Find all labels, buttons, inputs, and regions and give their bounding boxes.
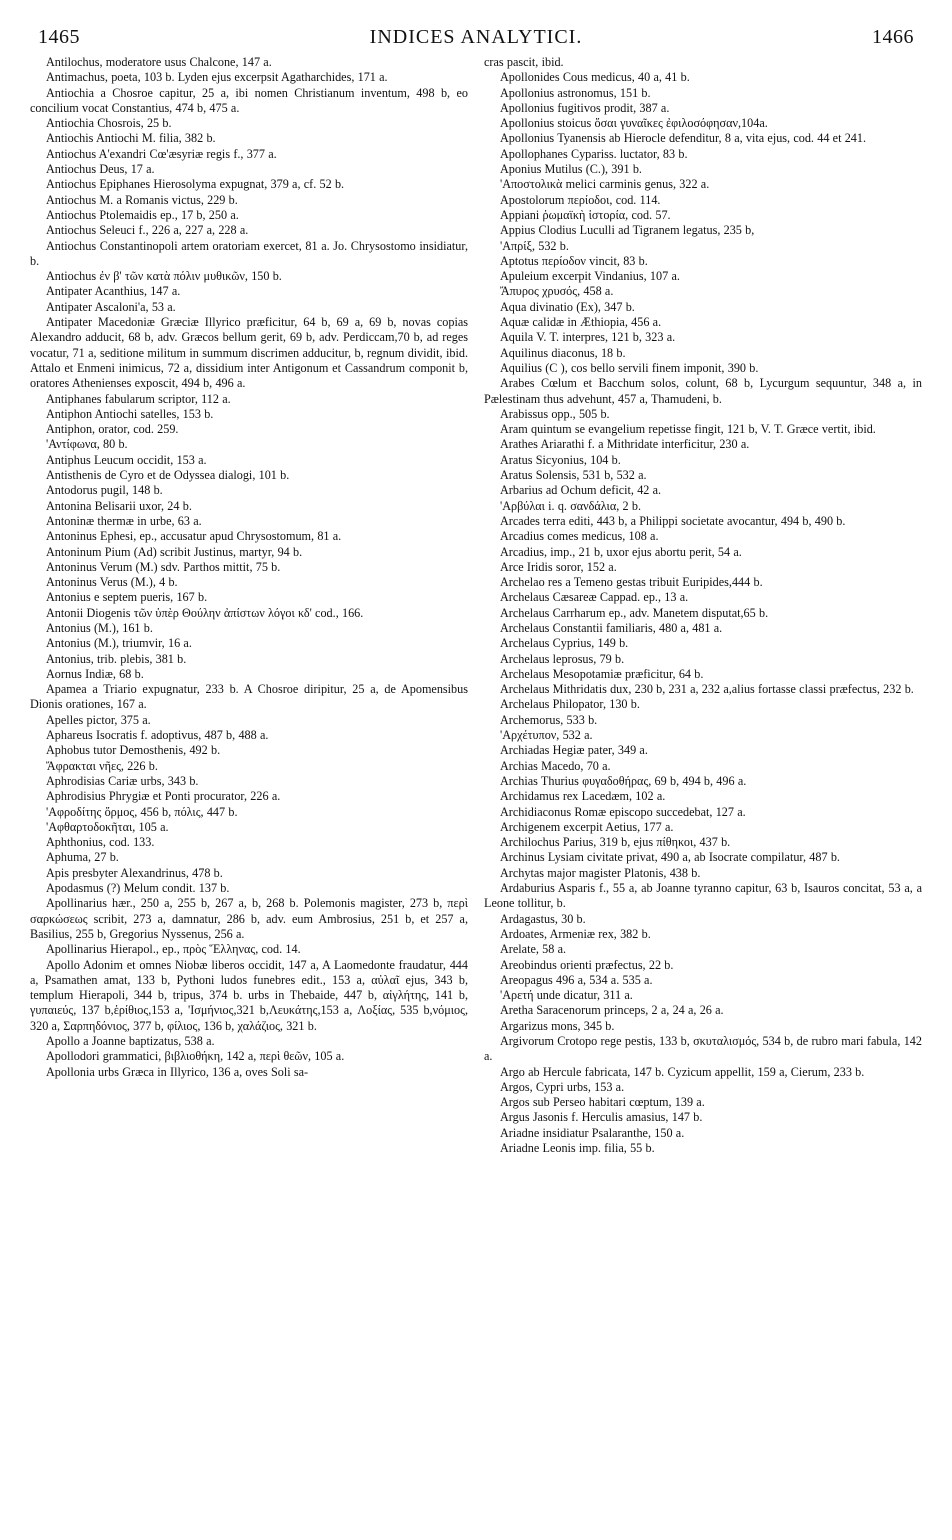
page-header bbox=[38, 26, 914, 49]
index-entry: Archelao res a Temeno gestas tribuit Euripides,444 b. bbox=[500, 575, 763, 590]
index-entry: Aphrodisius Phrygiæ et Ponti procurator, 226 a. bbox=[46, 789, 281, 804]
index-entry: Antodorus pugil, 148 b. bbox=[46, 483, 163, 498]
index-entry: Archelaus Philopator, 130 b. bbox=[500, 697, 640, 712]
index-entry: Ariadne Leonis imp. filia, 55 b. bbox=[500, 1141, 655, 1156]
index-entry: Aqua divinatio (Ex), 347 b. bbox=[500, 299, 635, 314]
index-column-left bbox=[30, 55, 468, 1156]
index-entry: Antiochus Epiphanes Hierosolyma expugnat, 379 a, cf. 52 b. bbox=[46, 177, 345, 192]
index-entry: 'Αρετή unde dicatur, 311 a. bbox=[500, 988, 633, 1003]
index-entry: Antiochus Ptolemaidis ep., 17 b, 250 a. bbox=[46, 207, 239, 222]
index-entry: Antiochis Antiochi M. filia, 382 b. bbox=[46, 131, 216, 146]
index-entry: Aponius Mutilus (C.), 391 b. bbox=[500, 162, 642, 177]
index-entry: Ἄφρακται νῆες, 226 b. bbox=[46, 758, 158, 773]
index-entry: Arcadius comes medicus, 108 a. bbox=[500, 529, 659, 544]
index-entry: Archias Macedo, 70 a. bbox=[500, 758, 611, 773]
index-entry: Apuleium excerpit Vindanius, 107 a. bbox=[500, 269, 680, 284]
running-title: INDICES ANALYTICI. bbox=[369, 26, 583, 48]
index-entry: Archiadas Hegiæ pater, 349 a. bbox=[500, 743, 648, 758]
index-entry: Antiochus A'exandri Cœ'æsyriæ regis f., 377 a. bbox=[46, 146, 277, 161]
index-entry: Argarizus mons, 345 b. bbox=[500, 1018, 615, 1033]
index-entry: Antiochus ἐν β' τῶν κατὰ πόλιν μυθικῶν, 150 b. bbox=[46, 269, 282, 284]
index-entry: Antiochus Seleuci f., 226 a, 227 a, 228 a. bbox=[46, 223, 249, 238]
index-entry: Archelaus leprosus, 79 b. bbox=[500, 651, 625, 666]
index-entry: Antiochus Constantinopoli artem oratoriam exercet, 81 a. Jo. Chrysostomo insidiatur, b. bbox=[30, 238, 468, 268]
index-entry: Arbarius ad Ochum deficit, 42 a. bbox=[500, 483, 662, 498]
index-entry: Apelles pictor, 375 a. bbox=[46, 712, 151, 727]
index-entry: Ardaburius Asparis f., 55 a, ab Joanne tyranno capitur, 63 b, Isauros concitat, 53 a, a Leone tollitur, b. bbox=[484, 881, 922, 911]
index-entry: Aptotus περίοδον vincit, 83 b. bbox=[500, 253, 648, 268]
index-entry: Arcadius, imp., 21 b, uxor ejus abortu perit, 54 a. bbox=[500, 544, 742, 559]
index-entry: Archelaus Constantii familiaris, 480 a, 481 a. bbox=[500, 620, 723, 635]
index-entry: Antipater Acanthius, 147 a. bbox=[46, 284, 181, 299]
index-entry: Arelate, 58 a. bbox=[500, 942, 567, 957]
index-entry: Aphobus tutor Demosthenis, 492 b. bbox=[46, 743, 221, 758]
index-entry: Antiochus M. a Romanis victus, 229 b. bbox=[46, 192, 238, 207]
page-number-left: 1465 bbox=[38, 26, 80, 48]
index-entry: Archelaus Mesopotamiæ præficitur, 64 b. bbox=[500, 666, 704, 681]
index-entry: Apamea a Triario expugnatur, 233 b. A Chosroe diripitur, 25 a, de Apomensibus Dionis orationes, 167 a. bbox=[30, 682, 468, 712]
index-entry: Antoninus Verus (M.), 4 b. bbox=[46, 575, 178, 590]
index-entry: Antiphon Antiochi satelles, 153 b. bbox=[46, 406, 214, 421]
index-entry: Apollonius fugitivos prodit, 387 a. bbox=[500, 100, 670, 115]
index-entry: Ariadne insidiatur Psalaranthe, 150 a. bbox=[500, 1125, 685, 1140]
index-entry: Archidamus rex Lacedæm, 102 a. bbox=[500, 789, 666, 804]
index-entry: Ardagastus, 30 b. bbox=[500, 911, 586, 926]
index-entry: Apollonius stoicus ὅσαι γυναῖκες ἐφιλοσόφησαν,104a. bbox=[500, 116, 768, 131]
index-entry: Aphuma, 27 b. bbox=[46, 850, 119, 865]
index-entry: Apollo a Joanne baptizatus, 538 a. bbox=[46, 1034, 215, 1048]
index-entry: Archelaus Cyprius, 149 b. bbox=[500, 636, 629, 651]
index-entry: Antilochus, moderatore usus Chalcone, 147 a. bbox=[46, 55, 272, 69]
index-entry: Ἄπυρος χρυσός, 458 a. bbox=[500, 284, 614, 299]
index-entry: Antonius (M.), triumvir, 16 a. bbox=[46, 636, 192, 651]
index-entry: Ardoates, Armeniæ rex, 382 b. bbox=[500, 926, 651, 941]
index-entry: 'Αρβύλαι i. q. σανδάλια, 2 b. bbox=[500, 498, 641, 513]
index-entry: Argivorum Crotopo rege pestis, 133 b, σκυταλισμός, 534 b, de rubro mari fabula, 142 a. bbox=[484, 1034, 922, 1064]
index-entry: Arabes Cœlum et Bacchum solos, colunt, 68 b, Lycurgum sequuntur, 348 a, in Pælestinam thus advehunt, 457 a, Thamudeni, b. bbox=[484, 376, 922, 406]
index-entry: Aphareus Isocratis f. adoptivus, 487 b, 488 a. bbox=[46, 728, 269, 743]
index-entry: Archilochus Parius, 319 b, ejus πίθηκοι, 437 b. bbox=[500, 835, 731, 850]
index-entry: 'Απρίξ, 532 b. bbox=[500, 238, 569, 253]
index-entry: Apodasmus (?) Melum condit. 137 b. bbox=[46, 881, 230, 896]
index-entry: Areobindus orienti præfectus, 22 b. bbox=[500, 957, 674, 972]
index-entry: Antiochus Deus, 17 a. bbox=[46, 162, 155, 177]
index-entry: Apollophanes Cypariss. luctator, 83 b. bbox=[500, 146, 688, 161]
index-entry: Antiochia a Chosroe capitur, 25 a, ibi nomen Christianum inventum, 498 b, eo concilium vocat Constantius, 474 b, 475 a. bbox=[30, 85, 468, 115]
index-entry: Antiochia Chosrois, 25 b. bbox=[46, 116, 172, 131]
index-entry: Antonii Diogenis τῶν ὑπὲρ Θούλην ἀπίστων λόγοι κδ' cod., 166. bbox=[46, 605, 364, 620]
index-entry: Appiani ῥωμαϊκὴ ἱστορία, cod. 57. bbox=[500, 207, 671, 222]
index-entry: Archigenem excerpit Aetius, 177 a. bbox=[500, 819, 674, 834]
index-entry: Antimachus, poeta, 103 b. Lyden ejus excerpsit Agatharchides, 171 a. bbox=[46, 70, 388, 85]
index-entry: Antipater Macedoniæ Græciæ Illyrico præficitur, 64 b, 69 a, 69 b, novas copias Alexandro adducit, 68 b, adv. Græcos bellum gerit, 69 b, adv. Perdiccam,70 b, ad reges vocatur, 71 a, seditione militum in summum discrimen adducitur, b, regnum dividit, ibid. Attalo et Enmeni inimicus, 72 a, dissidium inter Antigonum et Cassandrum componit b, oratores Athenienses exposcit, 494 b, 496 a. bbox=[30, 315, 468, 391]
index-entry: Apollonides Cous medicus, 40 a, 41 b. bbox=[500, 70, 690, 85]
index-entry: Arathes Ariarathi f. a Mithridate interficitur, 230 a. bbox=[500, 437, 750, 452]
index-entry: Archytas major magister Platonis, 438 b. bbox=[500, 865, 701, 880]
index-entry: Apollinarius Hierapol., ep., πρὸς Ἕλληνας, cod. 14. bbox=[46, 942, 301, 957]
index-columns bbox=[30, 55, 922, 1156]
index-entry: Archinus Lysiam civitate privat, 490 a, ab Isocrate compilatur, 487 b. bbox=[500, 850, 840, 865]
index-entry: Antoninæ thermæ in urbe, 63 a. bbox=[46, 513, 202, 528]
index-entry: Aram quintum se evangelium repetisse fingit, 121 b, V. T. Græce vertit, ibid. bbox=[500, 422, 876, 437]
index-entry: Antonina Belisarii uxor, 24 b. bbox=[46, 498, 192, 513]
index-entry: Archelaus Cæsareæ Cappad. ep., 13 a. bbox=[500, 590, 689, 605]
index-entry: Antoninus Ephesi, ep., accusatur apud Chrysostomum, 81 a. bbox=[46, 529, 342, 544]
index-entry: Aretha Saracenorum princeps, 2 a, 24 a, 26 a. bbox=[500, 1003, 724, 1018]
index-column-right bbox=[484, 55, 922, 1156]
index-entry: Antoninum Pium (Ad) scribit Justinus, martyr, 94 b. bbox=[46, 544, 303, 559]
index-entry: 'Αντίφωνα, 80 b. bbox=[46, 437, 128, 452]
index-entry: Archelaus Carrharum ep., adv. Manetem disputat,65 b. bbox=[500, 605, 769, 620]
index-entry: Appius Clodius Luculli ad Tigranem legatus, 235 b, bbox=[500, 223, 755, 238]
index-entry: Antiphon, orator, cod. 259. bbox=[46, 422, 179, 437]
index-entry: Aquila V. T. interpres, 121 b, 323 a. bbox=[500, 330, 676, 345]
index-entry: Apollo Adonim et omnes Niobæ liberos occidit, 147 a, A Laomedonte fraudatur, 444 a, Psamathen amat, 133 b, Pythoni ludos funebres edit., 153 a, αὐλαῖ ejus, 343 b, templum Hierapoli, 344 b, tripus, 374 b. urbs in Thebaide, 447 b, αἰγλήτης, 141 b, γυπαιεύς, 137 b,ἑρίθιος,153 a, 'Ισμήνιος,321 b,Λευκάτης,153 a, Λοξίας, 535 b,νόμιος, 320 a, Σαρπηδόνιος, 377 b, φίλιος, 136 b, χαλάζιος, 321 b. bbox=[30, 957, 468, 1033]
index-entry: Aratus Solensis, 531 b, 532 a. bbox=[500, 468, 647, 483]
index-entry: Antiphanes fabularum scriptor, 112 a. bbox=[46, 391, 231, 406]
index-entry: Apollonius astronomus, 151 b. bbox=[500, 85, 651, 100]
index-entry: Apollodori grammatici, βιβλιοθήκη, 142 a, περὶ θεῶν, 105 a. bbox=[46, 1049, 345, 1064]
index-entry: Aquilius (C ), cos bello servili finem imponit, 390 b. bbox=[500, 360, 759, 375]
index-entry: Antipater Ascaloni'a, 53 a. bbox=[46, 299, 176, 314]
index-entry: Arcades terra editi, 443 b, a Philippi societate avocantur, 494 b, 490 b. bbox=[500, 513, 846, 528]
index-entry: cras pascit, ibid. bbox=[484, 55, 564, 69]
index-entry: Antoninus Verum (M.) sdv. Parthos mittit, 75 b. bbox=[46, 559, 281, 574]
index-entry: Antonius (M.), 161 b. bbox=[46, 620, 153, 635]
index-entry: Aornus Indiæ, 68 b. bbox=[46, 666, 144, 681]
index-entry: Argus Jasonis f. Herculis amasius, 147 b. bbox=[500, 1110, 703, 1125]
index-entry: Argos, Cypri urbs, 153 a. bbox=[500, 1079, 625, 1094]
index-entry: 'Αποστολικὰ melici carminis genus, 322 a. bbox=[500, 177, 710, 192]
index-entry: Antisthenis de Cyro et de Odyssea dialogi, 101 b. bbox=[46, 468, 290, 483]
index-entry: Arabissus opp., 505 b. bbox=[500, 406, 610, 421]
index-entry: Apis presbyter Alexandrinus, 478 b. bbox=[46, 865, 223, 880]
index-entry: Antiphus Leucum occidit, 153 a. bbox=[46, 452, 207, 467]
page-number-right: 1466 bbox=[872, 26, 914, 48]
index-entry: 'Αφροδίτης ὅρμος, 456 b, πόλις, 447 b. bbox=[46, 804, 238, 819]
index-entry: Argo ab Hercule fabricata, 147 b. Cyzicum appellit, 159 a, Cierum, 233 b. bbox=[500, 1064, 865, 1079]
index-entry: 'Αρχέτυπον, 532 a. bbox=[500, 728, 593, 743]
index-entry: Aphthonius, cod. 133. bbox=[46, 835, 155, 850]
index-entry: Apollinarius hær., 250 a, 255 b, 267 a, b, 268 b. Polemonis magister, 273 b, περὶ σαρκώσεως scribit, 273 a, damnatur, 286 b, adv. eum Ambrosius, 251 b, et 257 a, Basilius, 255 b, Gregorius Nyssenus, 256 a. bbox=[30, 896, 468, 941]
index-entry: Antonius e septem pueris, 167 b. bbox=[46, 590, 208, 605]
index-entry: Argos sub Perseo habitari cœptum, 139 a. bbox=[500, 1095, 705, 1110]
index-entry: Apollonius Tyanensis ab Hierocle defenditur, 8 a, vita ejus, cod. 44 et 241. bbox=[500, 131, 867, 146]
index-entry: Archemorus, 533 b. bbox=[500, 712, 598, 727]
index-entry: Apollonia urbs Græca in Illyrico, 136 a, oves Soli sa- bbox=[46, 1064, 309, 1079]
index-entry: Archelaus Mithridatis dux, 230 b, 231 a, 232 a,alius fortasse classi præfectus, 232 b. bbox=[500, 682, 914, 697]
index-entry: Archidiaconus Romæ episcopo succedebat, 127 a. bbox=[500, 804, 746, 819]
index-entry: Aquæ calidæ in Æthiopia, 456 a. bbox=[500, 315, 662, 330]
index-entry: Arce Iridis soror, 152 a. bbox=[500, 559, 617, 574]
index-entry: Areopagus 496 a, 534 a. 535 a. bbox=[500, 972, 653, 987]
index-entry: 'Αφθαρτοδοκῆται, 105 a. bbox=[46, 819, 169, 834]
index-entry: Aphrodisias Cariæ urbs, 343 b. bbox=[46, 773, 199, 788]
index-entry: Antonius, trib. plebis, 381 b. bbox=[46, 651, 187, 666]
index-entry: Archias Thurius φυγαδοθήρας, 69 b, 494 b, 496 a. bbox=[500, 773, 747, 788]
index-entry: Aquilinus diaconus, 18 b. bbox=[500, 345, 626, 360]
index-entry: Aratus Sicyonius, 104 b. bbox=[500, 452, 621, 467]
index-entry: Apostolorum περίοδοι, cod. 114. bbox=[500, 192, 661, 207]
